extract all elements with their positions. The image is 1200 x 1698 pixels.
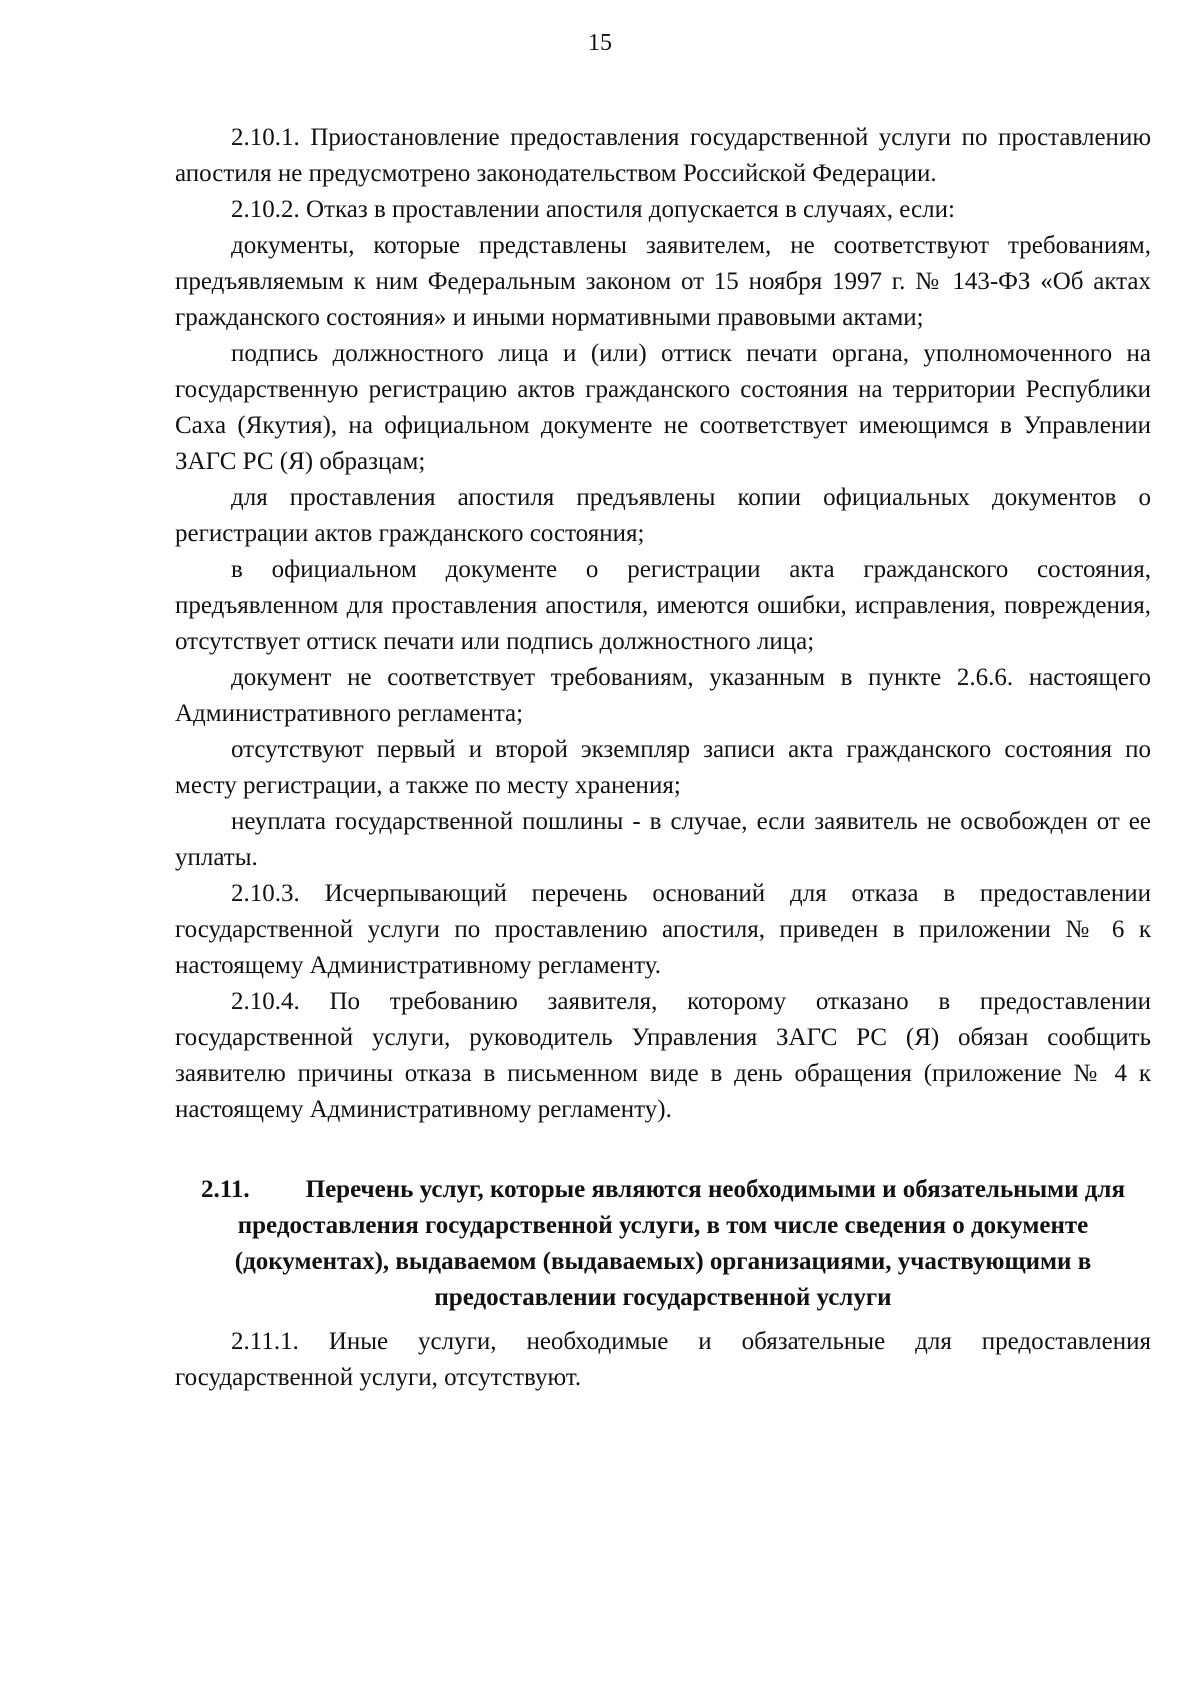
refusal-reason-requirements: документ не соответствует требованиям, указанным в пункте 2.6.6. настоящего Административного регламента; (175, 664, 1151, 727)
refusal-reason-errors: в официальном документе о регистрации акта гражданского состояния, предъявленном для проставления апостиля, имеются ошибки, исправления, повреждения, отсутствует оттиск печати или подпись должностного лица; (175, 556, 1151, 655)
section-number: 2.11. (201, 1176, 250, 1203)
section-title: Перечень услуг, которые являются необходимыми и обязательными для предоставления государственной услуги, в том числе сведения о документе (документах), выдаваемом (выдаваемых) организациями, участвующими в предоставлении государственной услуги (234, 1176, 1125, 1311)
paragraph-2-11-1: 2.11.1. Иные услуги, необходимые и обязательные для предоставления государственной услуги, отсутствуют. (175, 1328, 1151, 1391)
refusal-reason-copies: для проставления апостиля предъявлены копии официальных документов о регистрации актов гражданского состояния; (175, 484, 1151, 547)
refusal-reason-fee: неуплата государственной пошлины - в случае, если заявитель не освобожден от ее уплаты. (175, 808, 1151, 871)
document-body (175, 120, 1151, 1396)
page-number: 15 (588, 30, 612, 56)
paragraph-2-10-3: 2.10.3. Исчерпывающий перечень оснований для отказа в предоставлении государственной услуги по проставлению апостиля, приведен в приложении № 6 к настоящему Административному регламенту. (175, 880, 1151, 979)
refusal-reason-signature: подпись должностного лица и (или) оттиск печати органа, уполномоченного на государственную регистрацию актов гражданского состояния на территории Республики Саха (Якутия), на официальном документе не соответствует имеющимся в Управлении ЗАГС РС (Я) образцам; (175, 340, 1151, 475)
paragraph-2-10-2: 2.10.2. Отказ в проставлении апостиля допускается в случаях, если: (231, 196, 955, 223)
refusal-reason-documents: документы, которые представлены заявителем, не соответствуют требованиям, предъявляемым к ним Федеральным законом от 15 ноября 1997 г. № 143-ФЗ «Об актах гражданского состояния» и иными нормативными правовыми актами; (175, 232, 1151, 331)
section-heading (175, 1172, 1151, 1316)
refusal-reason-missing-records: отсутствуют первый и второй экземпляр записи акта гражданского состояния по месту регистрации, а также по месту хранения; (175, 736, 1151, 799)
paragraph-2-10-1: 2.10.1. Приостановление предоставления государственной услуги по проставлению апостиля не предусмотрено законодательством Российской Федерации. (175, 124, 1151, 187)
paragraph-2-10-4: 2.10.4. По требованию заявителя, которому отказано в предоставлении государственной услуги, руководитель Управления ЗАГС РС (Я) обязан сообщить заявителю причины отказа в письменном виде в день обращения (приложение № 4 к настоящему Административному регламенту). (175, 988, 1151, 1123)
